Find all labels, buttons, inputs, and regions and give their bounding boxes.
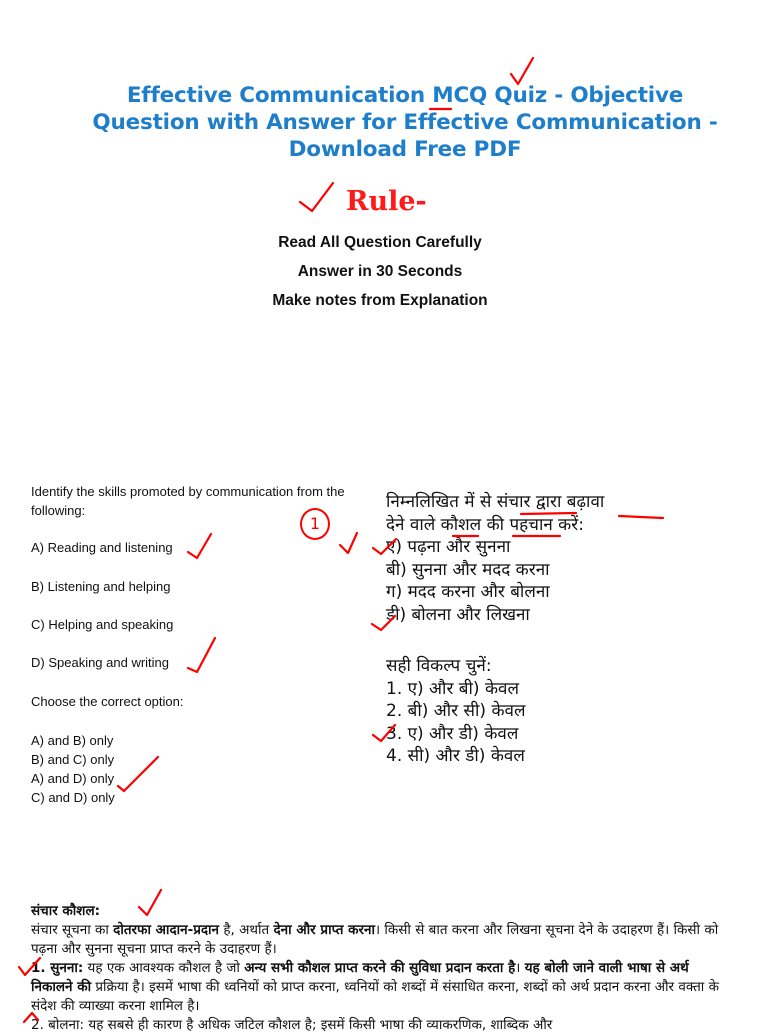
question-number-circle: 1 [300,508,330,540]
question-text-hi [386,491,604,626]
answer-3-en: A) and D) only [31,771,115,786]
check-mark-icon [300,183,333,211]
rule-item: Read All Question Carefully [278,234,482,251]
option-d-en: D) Speaking and writing [31,655,170,670]
answer-2-hi: 2. बी) और सी) केवल [386,701,526,721]
rule-item: Make notes from Explanation [272,292,488,309]
option-b-en: B) Listening and helping [31,579,171,594]
option-c-en: C) Helping and speaking [31,617,174,632]
choose-text-hi: सही विकल्प चुनें: [386,656,492,676]
answer-1-hi: 1. ए) और बी) केवल [386,678,519,699]
question-line-1-hi: निम्नलिखित में से संचार द्वारा बढ़ावा [386,492,605,512]
option-b-hi: बी) सुनना और मदद करना [386,559,550,580]
rules-list [170,228,590,315]
rule-item: Answer in 30 Seconds [297,263,463,280]
explanation-para-2: 1. सुनना: यह एक आवश्यक कौशल है जो अन्य सभी कौशल प्राप्त करने की सुविधा प्रदान करता है। यह बोली जाने वाली भाषा से अर्थ निकालने की प्रक्रिया है। इसमें भाषा की ध्वनियों को प्राप्त करना, ध्वनियों को शब्दों में संसाधित करना, शब्दों को अर्थ प्रदान करना और वक्ता के संदेश की व्याख्या करना शामिल है। [31,960,719,1014]
explanation-heading: संचार कौशल: [31,903,101,919]
title-line-2: Question with Answer for Effective Communication - [92,110,718,135]
answer-2-en: B) and C) only [31,752,115,767]
page-title [80,82,730,163]
answer-4-en: C) and D) only [31,790,115,805]
answer-3-hi: 3. ए) और डी) केवल [386,723,519,744]
check-mark-icon [340,533,357,553]
explanation-para-1: संचार सूचना का दोतरफा आदान-प्रदान है, अर्थात देना और प्राप्त करना। किसी से बात करना और लिखना सूचना देने के उदाहरण हैं। किसी को पढ़ना और सुनना सूचना प्राप्त करने के उदाहरण हैं। [31,922,719,957]
check-mark-icon [188,534,211,558]
option-c-hi: ग) मदद करना और बोलना [386,582,550,602]
rule-heading: Rule- [346,186,427,217]
underline-mark [619,516,663,518]
title-line-3: Download Free PDF [288,137,522,162]
option-d-hi: डी) बोलना और लिखना [386,604,530,625]
answer-4-hi: 4. सी) और डी) केवल [386,746,525,766]
check-mark-icon [118,757,158,791]
check-mark-icon [511,58,533,84]
check-mark-icon [188,638,215,672]
answers-hi [386,655,525,768]
answer-1-en: A) and B) only [31,733,114,748]
option-a-en: A) Reading and listening [31,540,173,555]
choose-text-en: Choose the correct option: [31,694,184,709]
option-a-hi: ए) पढ़ना और सुनना [386,537,511,557]
title-line-1: Effective Communication MCQ Quiz - Objective [126,83,684,108]
explanation [31,902,731,1035]
question-text-en: Identify the skills promoted by communication from the following: [31,484,345,518]
question-line-2-hi: देने वाले कौशल की पहचान करें: [386,514,584,535]
explanation-para-3: 2. बोलना: यह सबसे ही कारण है अधिक जटिल कौशल है; इसमें किसी भाषा की व्याकरणिक, शाब्दिक और [31,1017,553,1033]
